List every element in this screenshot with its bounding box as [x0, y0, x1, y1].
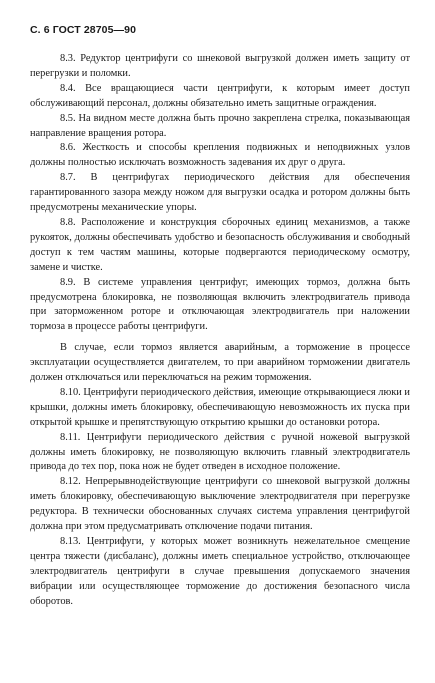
- paragraph-8-3: 8.3. Редуктор центрифуги со шнековой выгрузкой должен иметь защиту от перегрузки и поломки.: [30, 53, 410, 79]
- paragraph-8-12: 8.12. Непрерывнодействующие центрифуги со шнековой выгрузкой должны иметь блокировку, обеспечивающую выключение электродвигателя при перегрузке редуктора. В технически обоснованных случаях система управления центрифугой должна при этом предусматривать отключение подачи питания.: [30, 476, 410, 533]
- paragraph-8-9-continued: В случае, если тормоз является аварийным, а торможение в процессе эксплуатации осуществляется двигателем, то при аварийном торможении двигатель должен отключаться или переключаться на режим торможения.: [30, 342, 410, 384]
- page-number: С. 6: [30, 24, 50, 36]
- page-header: [30, 24, 136, 36]
- paragraph-8-13: 8.13. Центрифуги, у которых может возникнуть нежелательное смещение центра тяжести (дисбаланс), должны иметь специальное устройство, отключающее электродвигатель центрифуги в случае превышения допускаемого значения вибрации или осуществляющее торможение до достижения безопасного числа оборотов.: [30, 536, 410, 607]
- paragraph-8-4: 8.4. Все вращающиеся части центрифуги, к которым имеет доступ обслуживающий персонал, должны обязательно иметь защитные ограждения.: [30, 82, 410, 109]
- paragraph-8-11: 8.11. Центрифуги периодического действия с ручной ножевой выгрузкой должны иметь блокировку, не позволяющую включить главный электродвигатель привода до тех пор, пока нож не будет отведен в исходное положение.: [30, 431, 410, 473]
- paragraph-8-5: 8.5. На видном месте должна быть прочно закреплена стрелка, показывающая направление вращения ротора.: [30, 112, 410, 139]
- footer-mark: [170, 660, 230, 666]
- document-body: [30, 52, 410, 610]
- paragraph-8-7: 8.7. В центрифугах периодического действия для обеспечения гарантированного зазора между ножом для выгрузки осадка и ротором должны быть предусмотрены механические упоры.: [30, 172, 410, 214]
- paragraph-8-9: 8.9. В системе управления центрифуг, имеющих тормоз, должна быть предусмотрена блокировка, не позволяющая включить электродвигатель привода при заторможенном роторе и отключающая электродвигатель при наложении тормоза в процессе работы центрифуги.: [30, 276, 410, 333]
- standard-designation: ГОСТ 28705—90: [52, 24, 137, 36]
- paragraph-8-8: 8.8. Расположение и конструкция сборочных единиц механизмов, а также рукояток, должны обеспечивать удобство и безопасность обслуживания и свободный доступ к тем частям машины, которые подвергаются периодическому осмотру, замене и чистке.: [30, 216, 410, 273]
- paragraph-8-6: 8.6. Жесткость и способы крепления подвижных и неподвижных узлов должны полностью исключать возможность задевания их друг о друга.: [30, 142, 410, 169]
- paragraph-8-10: 8.10. Центрифуги периодического действия, имеющие открывающиеся люки и крышки, должны иметь блокировку, обеспечивающую невозможность их пуска при открытой крышке и препятствующую открытию крышки до остановки ротора.: [30, 386, 410, 428]
